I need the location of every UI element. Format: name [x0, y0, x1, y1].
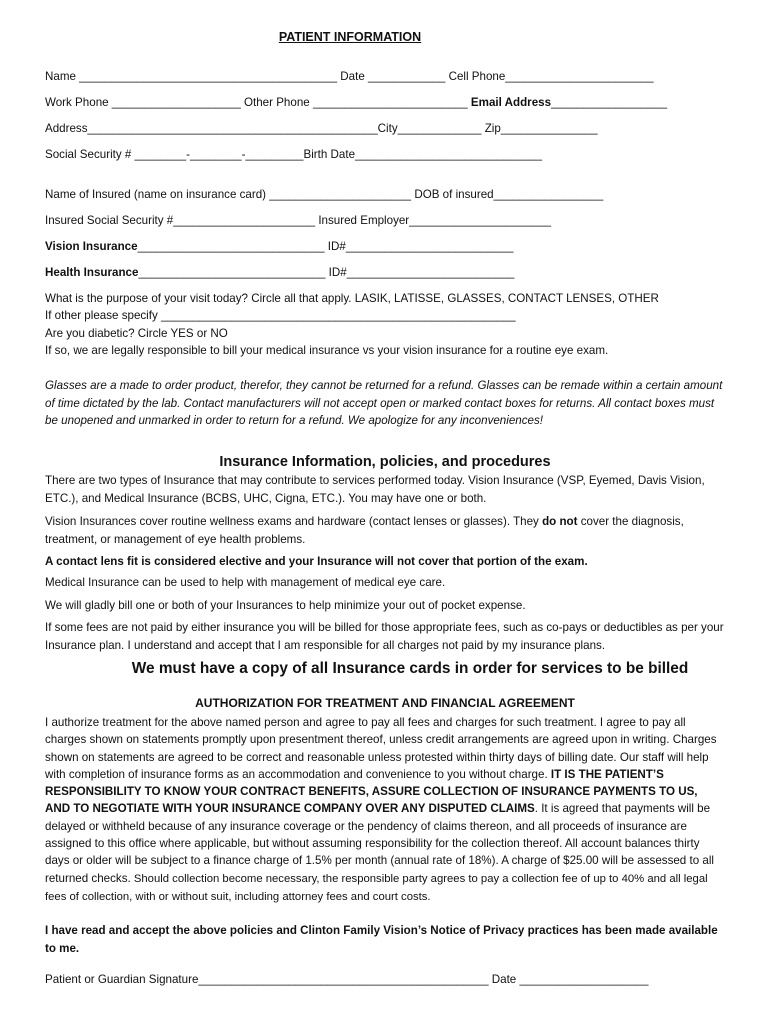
acceptance-statement: I have read and accept the above policies and Clinton Family Vision’s Notice of Privacy practices has been made available to me. [45, 924, 718, 955]
vision-insurance-field[interactable]: _____________________________ ID#__________________________ [137, 240, 514, 253]
ssn-birthdate-row[interactable]: Social Security # ________-________-_________Birth Date_____________________________ [45, 148, 543, 161]
insurance-types-paragraph: There are two types of Insurance that may contribute to services performed today. Vision Insurance (VSP, Eyemed, Davis Vision, ETC.), and Medical Insurance (BCBS, UHC, Cigna, ETC.). You may have one or both. [45, 474, 705, 505]
diabetic-question[interactable]: Are you diabetic? Circle YES or NO [45, 327, 228, 340]
authorization-paragraph: I authorize treatment for the above named person and agree to pay all fees and charges for such treatment. I agree to pay all charges shown on statements promptly upon presentment thereof, unless credit arrangements are agreed upon in writing. Charges shown on statements are agreed to be correct and reasonable unless protested within thirty days of billing date. Our staff will help with completion of insurance forms as an accommodation and convenience to you without charge. IT IS THE PATIENT’S RESPONSIBILITY TO KNOW YOUR CONTRACT BENEFITS, ASSURE COLLECTION OF INSURANCE PAYMENTS TO US, AND TO NEGOTIATE WITH YOUR INSURANCE COMPANY OVER ANY DISPUTED CLAIMS. It is agreed that payments will be delayed or withheld because of any insurance coverage or the pendency of claims thereon, and all proceeds of insurance are assigned to this office where applicable, but without assuming responsibility for the collection thereof. All account balances thirty days or older will be subject to a finance charge of 1.5% per month (annual rate of 18%). A charge of $25.00 will be assessed to all returned checks. Should collection become necessary, the responsible party agrees to pay a collection fee of up to 40% and all legal fees of collection, with or without suit, including attorney fees and court costs. [45, 716, 717, 903]
billing-paragraph: We will gladly bill one or both of your Insurances to help minimize your out of pocket expense. [45, 599, 526, 612]
insured-name-dob-row[interactable]: Name of Insured (name on insurance card) ______________________ DOB of insured_________________ [45, 188, 604, 201]
email-address-field[interactable]: __________________ [551, 96, 668, 109]
vision-insurance-paragraph: Vision Insurances cover routine wellness exams and hardware (contact lenses or glasses). They do not cover the diagnosis, treatment, or management of eye health problems. [45, 515, 684, 546]
health-insurance-row[interactable] [45, 266, 514, 280]
billing-notice: If so, we are legally responsible to bill your medical insurance vs your vision insurance for a routine eye exam. [45, 344, 609, 357]
page-title: PATIENT INFORMATION [278, 30, 422, 44]
health-insurance-field[interactable]: _____________________________ ID#__________________________ [138, 266, 515, 279]
phone-email-row[interactable] [45, 96, 667, 110]
collection-clause: Should collection become necessary, the responsible party agrees to pay a collection fee of up to 40% and all legal fees of collection, with or without suit, including attorney fees and court costs. [45, 872, 708, 903]
work-other-phone-fields[interactable]: Work Phone ____________________ Other Phone ________________________ [45, 96, 471, 109]
do-not-emphasis: do not [542, 515, 578, 528]
address-row[interactable]: Address_____________________________________________City_____________ Zip_______________ [45, 122, 598, 135]
vision-insurance-label: Vision Insurance [45, 240, 138, 253]
email-address-label: Email Address [470, 96, 552, 109]
glasses-return-policy: Glasses are a made to order product, therefor, they cannot be returned for a refund. Glasses can be remade within a certain amount of time dictated by the lab. Contact manufacturers will not accept open or marked contact boxes for returns. All contact boxes must be unopened and unmarked in order to return for a refund. We apologize for any inconveniences! [45, 379, 723, 427]
medical-insurance-paragraph: Medical Insurance can be used to help with management of medical eye care. [45, 576, 446, 589]
other-specify-field[interactable]: If other please specify _______________________________________________________ [45, 309, 516, 322]
name-date-cell-row[interactable]: Name ________________________________________ Date ____________ Cell Phone_______________________ [45, 70, 654, 83]
health-insurance-label: Health Insurance [45, 266, 139, 279]
contact-lens-notice: A contact lens fit is considered elective and your Insurance will not cover that portion of the exam. [45, 555, 588, 568]
insurance-heading: Insurance Information, policies, and procedures [219, 454, 551, 470]
patient-responsibility-emphasis: IT IS THE PATIENT’S RESPONSIBILITY TO KNOW YOUR CONTRACT BENEFITS, ASSURE COLLECTION OF INSURANCE PAYMENTS TO US, AND TO NEGOTIATE WITH YOUR INSURANCE COMPANY OVER ANY DISPUTED CLAIMS [45, 767, 698, 816]
visit-purpose-question[interactable]: What is the purpose of your visit today? Circle all that apply. LASIK, LATISSE, GLASSES, CONTACT LENSES, OTHER [45, 292, 659, 305]
vision-insurance-row[interactable] [45, 240, 513, 254]
insurance-cards-notice: We must have a copy of all Insurance cards in order for services to be billed [131, 660, 689, 677]
insured-ssn-employer-row[interactable]: Insured Social Security #______________________ Insured Employer______________________ [45, 214, 552, 227]
signature-date-row[interactable]: Patient or Guardian Signature_____________________________________________ Date ____________________ [45, 973, 649, 986]
authorization-heading: AUTHORIZATION FOR TREATMENT AND FINANCIAL AGREEMENT [195, 696, 575, 710]
fees-responsibility-paragraph: If some fees are not paid by either insurance you will be billed for those appropriate fees, such as co-pays or deductibles as per your Insurance plan. I understand and accept that I am responsible for all charges not paid by my insurance plans. [45, 621, 724, 652]
